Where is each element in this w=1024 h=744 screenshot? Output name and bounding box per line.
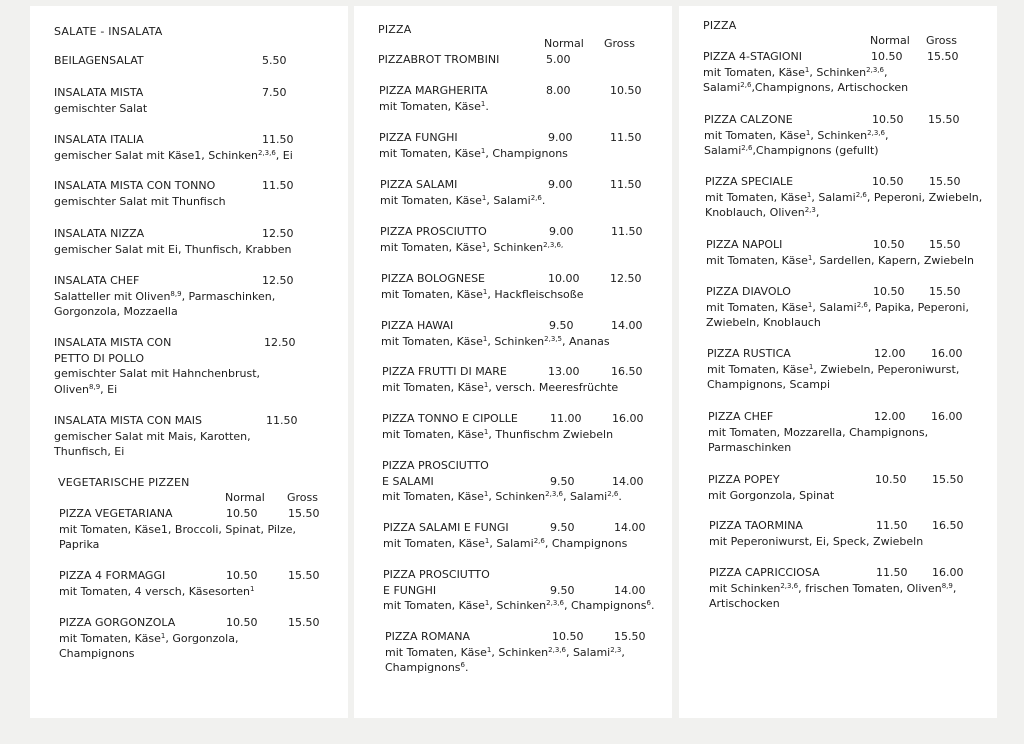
item-description-line2: Salami$^{2,6}$,Champignons, Artischocken [703, 81, 909, 95]
menu-item-insalata-chef [54, 273, 354, 320]
item-name: PIZZA ROMANA [385, 630, 471, 643]
price-gross: 15.50 [614, 630, 646, 643]
item-description: gemischer Salat mit Mais, Karotten, [54, 429, 251, 443]
price-gross: 14.00 [611, 319, 643, 332]
item-price: 12.50 [262, 227, 294, 240]
item-name: PIZZA HAWAI [381, 319, 454, 332]
item-description: mit Peperoniwurst, Ei, Speck, Zwiebeln [709, 534, 924, 548]
menu-item-pizza-prosciutto-e-funghi [383, 567, 683, 614]
item-description: mit Tomaten, Käse1, Broccoli, Spinat, Pilze, [59, 522, 296, 536]
item-name: PIZZA SALAMI [380, 178, 458, 191]
price-normal: 9.50 [550, 583, 575, 597]
item-price: 7.50 [262, 86, 287, 99]
item-price: 5.50 [262, 54, 287, 67]
item-description: mit Tomaten, Käse$^1$, Salami$^{2,6}$, Champignons [383, 536, 628, 550]
item-description-line2: Paprika [59, 538, 100, 552]
item-description: mit Tomaten, Käse$^1$, Schinken$^{2,3,6}$, [704, 128, 889, 142]
item-description-line2: Knoblauch, Oliven$^{2,3}$, [705, 206, 820, 220]
item-name: PIZZA 4-STAGIONI [703, 50, 803, 63]
price-gross: 15.50 [288, 507, 320, 520]
price-gross: 14.00 [614, 521, 646, 534]
item-description: mit Tomaten, Käse$^1$, Sardellen, Kapern, Zwiebeln [706, 253, 974, 267]
item-name: PIZZA PROSCIUTTO [382, 459, 489, 472]
menu-item-insalata-mista-con-petto-di-pollo [54, 335, 354, 397]
price-normal: 10.50 [873, 238, 905, 251]
item-description: mit Tomaten, Mozzarella, Champignons, [708, 425, 929, 439]
item-description-line2: Champignons, Scampi [707, 378, 831, 392]
item-description: mit Tomaten, Käse$^1$, Hackfleischsoße [381, 287, 584, 301]
price-gross: 16.00 [931, 347, 963, 360]
menu-item-pizzabrot-trombini [378, 52, 678, 68]
menu-item-pizza-taormina [709, 518, 1009, 549]
price-gross: 10.50 [610, 84, 642, 97]
item-name: PIZZA GORGONZOLA [59, 616, 176, 629]
item-description: mit Tomaten, Käse$^1$, versch. Meeresfrüchte [382, 380, 619, 394]
item-name: PIZZA DIAVOLO [706, 285, 791, 298]
menu-item-pizza-rustica [707, 346, 1007, 393]
price-normal: 10.50 [226, 507, 258, 520]
price-normal: 10.50 [226, 616, 258, 629]
item-price: 12.50 [262, 274, 294, 287]
item-description-line2: Thunfisch, Ei [54, 445, 125, 459]
item-description: mit Schinken$^{2,3,6}$, frischen Tomaten, Oliven$^{8,9}$, [709, 581, 957, 595]
menu-item-insalata-mista-con-mais [54, 413, 354, 460]
item-name: PIZZA CALZONE [704, 113, 793, 126]
price-normal: 10.50 [875, 473, 907, 486]
item-name: PIZZA TONNO E CIPOLLE [382, 412, 518, 425]
price-gross: 16.00 [612, 412, 644, 425]
item-description: mit Tomaten, Käse$^1$, Salami$^{2,6}$, Peperoni, Zwiebeln, [705, 190, 983, 204]
section-title-pizza: PIZZA [703, 19, 737, 32]
price-normal: 11.50 [876, 519, 908, 532]
item-name: INSALATA MISTA CON MAIS [54, 414, 203, 427]
item-description-line2: Champignons [59, 647, 135, 661]
item-price: 11.50 [262, 179, 294, 192]
price-normal: 11.50 [876, 566, 908, 579]
menu-item-pizza-capricciosa [709, 565, 1009, 612]
item-name: INSALATA MISTA CON [54, 336, 172, 349]
item-name-line2: E FUNGHI [383, 583, 437, 597]
item-name: PIZZA SPECIALE [705, 175, 794, 188]
item-name: INSALATA NIZZA [54, 227, 145, 240]
menu-item-pizza-salami [380, 177, 680, 208]
column-header-gross: Gross [287, 491, 318, 504]
section-title-salate: SALATE - INSALATA [54, 25, 163, 38]
item-description-line2: Salami$^{2,6}$,Champignons (gefullt) [704, 144, 879, 158]
column-header-normal: Normal [870, 34, 910, 47]
item-name: INSALATA MISTA CON TONNO [54, 179, 216, 192]
item-description: mit Tomaten, Käse$^1$, Schinken$^{2,3,6}$, Salami$^{2,3}$, [385, 645, 625, 659]
price-gross: 16.50 [932, 519, 964, 532]
section-title-vegetarische-pizzen: VEGETARISCHE PIZZEN [58, 476, 190, 489]
item-description: gemischer Salat mit Käse1, Schinken$^{2,3,6}$, Ei [54, 148, 293, 162]
item-name: PIZZA BOLOGNESE [381, 272, 486, 285]
menu-item-pizza-tonno-e-cipolle [382, 411, 682, 442]
menu-item-pizza-hawai [381, 318, 681, 349]
section-title-pizza: PIZZA [378, 23, 412, 36]
item-description: mit Tomaten, Käse$^1$, Thunfischm Zwiebeln [382, 427, 614, 441]
price-normal: 5.00 [546, 53, 571, 66]
menu-item-pizza-romana [385, 629, 685, 676]
menu-item-insalata-nizza [54, 226, 354, 257]
price-normal: 12.00 [874, 410, 906, 423]
menu-item-pizza-prosciutto [380, 224, 680, 255]
price-gross: 16.00 [932, 566, 964, 579]
item-name: PIZZA MARGHERITA [379, 84, 488, 97]
price-normal: 9.00 [548, 131, 573, 144]
menu-item-pizza-4-stagioni [703, 49, 1003, 96]
menu-item-insalata-italia [54, 132, 354, 163]
menu-item-pizza-speciale [705, 174, 1005, 221]
menu-item-pizza-diavolo [706, 284, 1006, 331]
item-description-line2: Parmaschinken [708, 441, 792, 455]
menu-item-pizza-vegetariana [59, 506, 359, 553]
item-name: PIZZA PROSCIUTTO [380, 225, 487, 238]
price-gross: 15.50 [929, 285, 961, 298]
item-description-line2: Zwiebeln, Knoblauch [706, 316, 821, 330]
item-description-line2: Gorgonzola, Mozzaella [54, 305, 178, 319]
item-description-line2: Artischocken [709, 597, 780, 611]
item-description: mit Tomaten, Käse$^1$, Gorgonzola, [59, 631, 239, 645]
item-price: 12.50 [264, 336, 296, 349]
price-gross: 15.50 [928, 113, 960, 126]
menu-item-pizza-gorgonzola [59, 615, 359, 662]
item-description: mit Tomaten, Käse$^1$, Champignons [379, 146, 568, 160]
menu-item-pizza-popey [708, 472, 1008, 503]
item-description: mit Tomaten, Käse$^1$, Salami$^{2,6}$, Papika, Peperoni, [706, 300, 969, 314]
price-gross: 15.50 [932, 473, 964, 486]
item-description: mit Tomaten, Käse$^1$. [379, 99, 489, 113]
menu-item-pizza-chef [708, 409, 1008, 456]
item-price: 11.50 [266, 414, 298, 427]
price-gross: 12.50 [610, 272, 642, 285]
price-normal: 10.50 [872, 113, 904, 126]
price-normal: 13.00 [548, 365, 580, 378]
item-description-line2: Oliven$^{8,9}$, Ei [54, 382, 118, 396]
price-gross: 15.50 [927, 50, 959, 63]
price-normal: 10.50 [872, 175, 904, 188]
price-gross: 15.50 [929, 175, 961, 188]
item-description: Salatteller mit Oliven$^{8,9}$, Parmaschinken, [54, 289, 276, 303]
menu-item-pizza-napoli [706, 237, 1006, 268]
item-name: INSALATA ITALIA [54, 133, 144, 146]
menu-item-pizza-prosciutto-e-salami [382, 458, 682, 505]
price-gross: 14.00 [614, 583, 646, 597]
price-normal: 10.50 [871, 50, 903, 63]
price-normal: 9.50 [549, 319, 574, 332]
item-name: PIZZA TAORMINA [709, 519, 803, 532]
column-header-gross: Gross [926, 34, 957, 47]
item-description: mit Tomaten, Käse$^1$, Zwiebeln, Peperoniwurst, [707, 362, 960, 376]
item-description: mit Tomaten, Käse$^1$, Salami$^{2,6}$. [380, 193, 546, 207]
menu-item-beilagensalat [54, 53, 354, 69]
price-gross: 14.00 [612, 474, 644, 488]
item-name: PIZZA PROSCIUTTO [383, 568, 490, 581]
item-name: PIZZA CHEF [708, 410, 774, 423]
item-name: PIZZA CAPRICCIOSA [709, 566, 820, 579]
item-name-line2: E SALAMI [382, 474, 434, 488]
menu-item-pizza-margherita [379, 83, 679, 114]
menu-item-pizza-4-formaggi [59, 568, 359, 599]
item-description: gemischter Salat [54, 101, 148, 115]
item-description: gemischter Salat mit Thunfisch [54, 194, 226, 208]
price-normal: 8.00 [546, 84, 571, 97]
menu-item-pizza-funghi [379, 130, 679, 161]
price-gross: 15.50 [929, 238, 961, 251]
item-name: PIZZA NAPOLI [706, 238, 783, 251]
price-gross: 15.50 [288, 616, 320, 629]
menu-item-pizza-bolognese [381, 271, 681, 302]
item-name: PIZZA VEGETARIANA [59, 507, 173, 520]
item-description: mit Tomaten, Käse$^1$, Schinken$^{2,3,5}$, Ananas [381, 334, 610, 348]
menu-item-pizza-frutti-di-mare [382, 364, 682, 395]
item-name: PIZZA POPEY [708, 473, 780, 486]
menu-item-insalata-mista [54, 85, 354, 116]
item-description: gemischter Salat mit Hahnchenbrust, [54, 367, 261, 381]
column-header-gross: Gross [604, 37, 635, 50]
price-normal: 10.50 [873, 285, 905, 298]
menu-item-pizza-calzone [704, 112, 1004, 159]
price-normal: 12.00 [874, 347, 906, 360]
price-normal: 9.50 [550, 474, 575, 488]
column-header-normal: Normal [225, 491, 265, 504]
item-name-line2: PETTO DI POLLO [54, 351, 145, 365]
price-gross: 11.50 [610, 178, 642, 191]
item-name: PIZZA FRUTTI DI MARE [382, 365, 507, 378]
item-name: INSALATA MISTA [54, 86, 144, 99]
item-name: PIZZABROT TROMBINI [378, 53, 500, 66]
item-price: 11.50 [262, 133, 294, 146]
item-description: mit Tomaten, 4 versch, Käsesorten$^1$ [59, 584, 255, 598]
item-description: mit Gorgonzola, Spinat [708, 488, 835, 502]
item-description-line2: Champignons$^6$. [385, 661, 469, 675]
item-description: gemischer Salat mit Ei, Thunfisch, Krabben [54, 242, 292, 256]
menu-item-insalata-mista-con-tonno [54, 178, 354, 209]
item-description: mit Tomaten, Käse$^1$, Schinken$^{2,3,6,}$ [380, 240, 564, 254]
item-description: mit Tomaten, Käse$^1$, Schinken$^{2,3,6}$, [703, 65, 888, 79]
column-header-normal: Normal [544, 37, 584, 50]
price-gross: 15.50 [288, 569, 320, 582]
item-description: mit Tomaten, Käse$^1$, Schinken$^{2,3,6}$, Champignons$^6$. [383, 599, 655, 613]
price-normal: 9.50 [550, 521, 575, 534]
item-name: PIZZA RUSTICA [707, 347, 791, 360]
price-normal: 10.00 [548, 272, 580, 285]
price-gross: 11.50 [611, 225, 643, 238]
price-normal: 9.00 [549, 225, 574, 238]
item-name: PIZZA FUNGHI [379, 131, 458, 144]
item-name: PIZZA 4 FORMAGGI [59, 569, 166, 582]
price-gross: 11.50 [610, 131, 642, 144]
item-name: PIZZA SALAMI E FUNGI [383, 521, 509, 534]
item-name: BEILAGENSALAT [54, 54, 144, 67]
price-gross: 16.00 [931, 410, 963, 423]
price-normal: 10.50 [552, 630, 584, 643]
price-normal: 9.00 [548, 178, 573, 191]
menu-item-pizza-salami-e-fungi [383, 520, 683, 551]
price-gross: 16.50 [611, 365, 643, 378]
price-normal: 11.00 [550, 412, 582, 425]
price-normal: 10.50 [226, 569, 258, 582]
item-description: mit Tomaten, Käse$^1$, Schinken$^{2,3,6}$, Salami$^{2,6}$. [382, 490, 622, 504]
item-name: INSALATA CHEF [54, 274, 140, 287]
